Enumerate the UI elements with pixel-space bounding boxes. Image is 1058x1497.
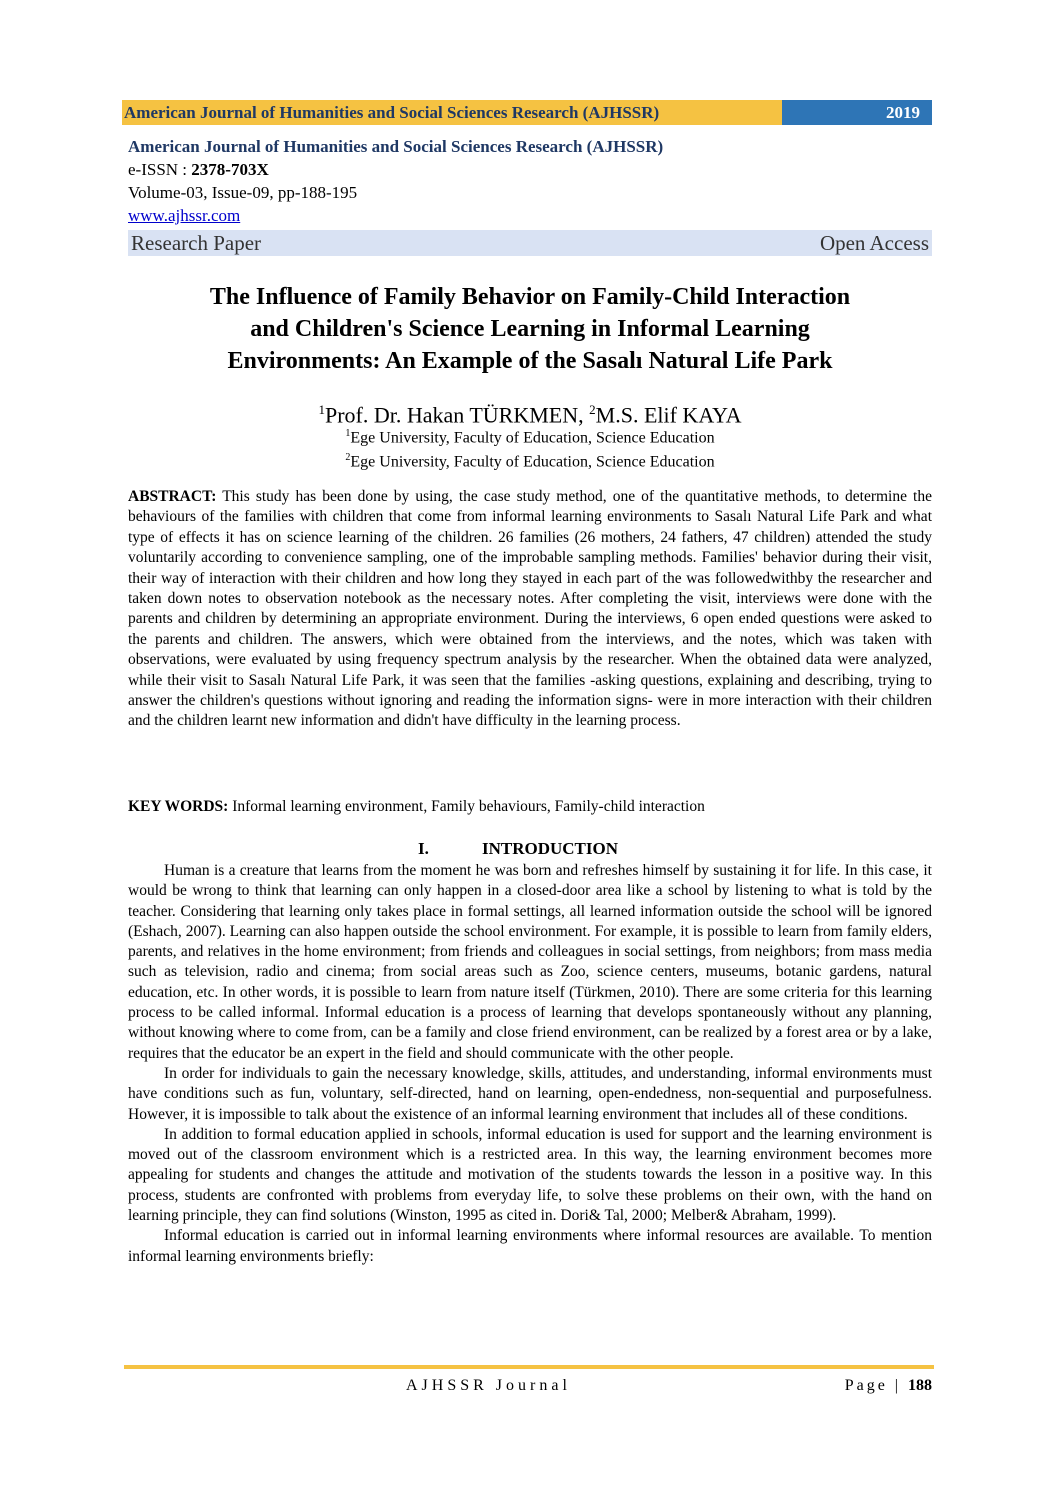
paragraph: Human is a creature that learns from the moment he was born and refreshes himself by sustaining it for life. In this case, it would be wrong to think that learning can only happen in a closed-door area like a school by listening to what is told by the teacher. Considering that learning only takes place in formal settings, all learned information outside the school will be ignored (Eshach, 2007). Learning can also happen outside the school environment. For example, it is possible to learn from family elders, parents, and relatives in the home environment; from friends and colleagues in social settings, from neighbors; from mass media such as television, radio and cinema; from social areas such as Zoo, science centers, museums, botanic gardens, natural education, etc. In other words, it is possible to learn from nature itself (Türkmen, 2010). There are some criteria for this learning process to be called informal. Informal education is a process of learning that develops spontaneously without any planning, without knowing where to come from, can be a family and close friend environment, can be realized by a forest area or by a lake, requires that the educator be an expert in the field and should communicate with the other people. xyxy=(128,862,932,1062)
page-label: Page | xyxy=(844,1377,908,1394)
masthead-issn xyxy=(128,158,932,181)
issn-label: e-ISSN : xyxy=(128,160,188,179)
affiliation-line xyxy=(128,448,932,472)
paper-title xyxy=(128,281,932,377)
affiliations xyxy=(128,424,932,473)
section-title: INTRODUCTION xyxy=(482,839,619,858)
paragraph: In order for individuals to gain the necessary knowledge, skills, attitudes, and understanding, informal environments must have conditions such as fun, voluntary, self-directed, hand on learning, open-endedness, non-sequential and purposefulness. However, it is impossible to talk about the existence of an informal learning environment that includes all of these conditions. xyxy=(128,1064,932,1123)
author-name: Prof. Dr. Hakan TÜRKMEN, xyxy=(324,402,590,428)
introduction-body xyxy=(128,861,932,1267)
author-marker: 2 xyxy=(589,402,596,417)
paragraph: In addition to formal education applied in schools, informal education is used for support and the learning environment is moved out of the classroom environment which is a restricted area. In this way, the learning environment becomes more appealing for students and changes the attitude and motivation of the students towards the lesson in a positive way. In this process, students are confronted with problems from everyday life, to solve these problems on their own, with the hand on learning principle, they can find solutions (Winston, 1995 as cited in. Dori& Tal, 2000; Melber& Abraham, 1999). xyxy=(128,1125,932,1225)
author-name: M.S. Elif KAYA xyxy=(595,402,742,428)
abstract-label: ABSTRACT: xyxy=(128,488,217,505)
paragraph: Informal education is carried out in informal learning environments where informal resources are available. To mention informal learning environments briefly: xyxy=(128,1227,932,1265)
author-marker: 1 xyxy=(318,402,325,417)
masthead-journal-name: American Journal of Humanities and Social Sciences Research (AJHSSR) xyxy=(128,137,664,156)
banner-year: 2019 xyxy=(782,100,932,125)
affiliation-text: Ege University, Faculty of Education, Science Education xyxy=(350,453,715,471)
title-line: Environments: An Example of the Sasalı Natural Life Park xyxy=(227,348,833,374)
keywords-label: KEY WORDS: xyxy=(128,798,229,815)
issn-value: 2378-703X xyxy=(191,160,269,179)
page-number: 188 xyxy=(908,1377,932,1394)
journal-banner xyxy=(122,100,932,125)
title-line: The Influence of Family Behavior on Family-Child Interaction xyxy=(209,284,851,310)
banner-journal-name: American Journal of Humanities and Social Sciences Research (AJHSSR) xyxy=(122,100,782,125)
footer-divider xyxy=(124,1365,934,1369)
paper-type-bar xyxy=(128,230,932,256)
affiliation-marker: 1 xyxy=(345,428,351,439)
keywords-text: Informal learning environment, Family behaviours, Family-child interaction xyxy=(228,798,705,815)
affiliation-text: Ege University, Faculty of Education, Science Education xyxy=(350,429,715,447)
affiliation-marker: 2 xyxy=(345,452,351,464)
section-number: I. xyxy=(418,839,429,858)
paper-type: Research Paper xyxy=(131,230,262,255)
affiliation-line xyxy=(128,424,932,448)
footer-page xyxy=(845,1375,932,1397)
access-type: Open Access xyxy=(819,230,929,255)
section-heading xyxy=(128,838,932,860)
keywords xyxy=(128,797,932,817)
abstract-text: This study has been done by using, the case study method, one of the quantitative methods, to determine the behaviours of the families with children that come from informal learning environments to Sasalı Natural Life Park and what type of effects it has on science learning of the children. 26 families (26 mothers, 24 fathers, 47 children) attended the study voluntarily according to convenience sampling, one of the improbable sampling methods. Families' behavior during their visit, their way of interaction with their children and how long they stayed in each part of the was followedwithby the researcher and taken down notes to observation notebook as the necessary notes. After completing the visit, interviews were done with the parents and children by determining an appropriate environment. During the interviews, 6 open ended questions were asked to the parents and children. The answers, which were obtained from the interviews, and the notes, which was taken with observations, were evaluated by using frequency spectrum analysis by the researcher. When the obtained data were analyzed, while their visit to Sasalı Natural Life Park, it was seen that the families -asking questions, explaining and describing, trying to answer the children's questions without ignoring and reading the information signs- were in more interaction with their children and the children learnt new information and didn't have difficulty in the learning process. xyxy=(128,488,932,730)
footer-journal: AJHSSR Journal xyxy=(406,1377,571,1394)
masthead xyxy=(128,135,932,227)
masthead-volume: Volume-03, Issue-09, pp-188-195 xyxy=(128,183,358,202)
abstract xyxy=(128,487,932,732)
journal-url-link[interactable]: www.ajhssr.com xyxy=(128,206,241,225)
title-line: and Children's Science Learning in Informal Learning xyxy=(250,316,810,342)
